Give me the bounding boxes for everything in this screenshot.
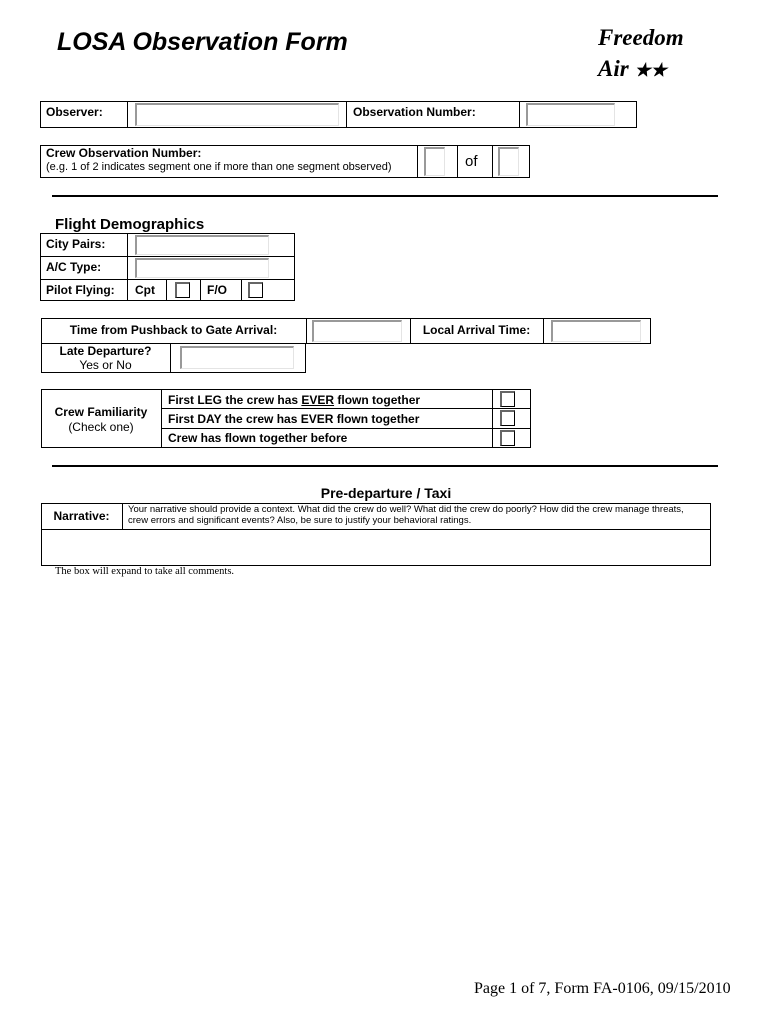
observer-input[interactable] — [135, 103, 339, 126]
crew-observation-input[interactable] — [424, 147, 445, 176]
divider — [127, 101, 128, 128]
option-emphasis: EVER — [301, 393, 335, 407]
late-departure-input[interactable] — [180, 346, 294, 369]
divider — [346, 101, 347, 128]
divider — [41, 529, 711, 530]
narrative-hint: Your narrative should provide a context. What did the crew do well? What did the crew do poorly? How did the crew manage threats, crew errors and significant events? Also, be sure to justify your behavioral ratings. — [128, 504, 684, 526]
first-leg-checkbox[interactable] — [500, 391, 515, 407]
crew-observation-total-input[interactable] — [498, 147, 519, 176]
cpt-label: Cpt — [135, 283, 155, 297]
divider — [241, 279, 242, 301]
divider — [40, 256, 295, 257]
divider — [457, 145, 458, 178]
page-footer: Page 1 of 7, Form FA-0106, 09/15/2010 — [474, 980, 731, 997]
city-pairs-input[interactable] — [135, 235, 269, 255]
ac-type-input[interactable] — [135, 258, 269, 278]
crew-observation-label: Crew Observation Number: — [46, 146, 202, 160]
divider — [166, 279, 167, 301]
divider — [127, 233, 128, 301]
option-text: First LEG the crew has — [168, 393, 302, 407]
of-label: of — [465, 153, 478, 170]
pushback-time-input[interactable] — [312, 320, 402, 342]
flown-before-checkbox[interactable] — [500, 430, 515, 446]
familiarity-option-first-leg — [168, 393, 420, 407]
brand-logo — [598, 56, 667, 82]
divider — [492, 389, 493, 448]
late-departure-label: Late Departure? — [59, 344, 152, 358]
divider — [170, 343, 171, 373]
crew-familiarity-hint: (Check one) — [68, 420, 134, 434]
fo-checkbox[interactable] — [248, 282, 263, 298]
local-arrival-input[interactable] — [551, 320, 641, 342]
divider — [519, 101, 520, 128]
divider — [161, 428, 531, 429]
crew-familiarity-label: Crew Familiarity — [54, 405, 148, 419]
section-divider — [52, 465, 718, 467]
expand-note: The box will expand to take all comments. — [55, 566, 235, 577]
familiarity-option-first-day: First DAY the crew has EVER flown together — [168, 412, 420, 426]
observation-number-input[interactable] — [526, 103, 615, 126]
divider — [40, 279, 295, 280]
local-arrival-label: Local Arrival Time: — [422, 323, 531, 337]
pushback-label: Time from Pushback to Gate Arrival: — [69, 323, 278, 337]
form-title: LOSA Observation Form — [57, 28, 348, 56]
first-day-checkbox[interactable] — [500, 410, 515, 426]
star-icon: ★★ — [634, 60, 667, 80]
brand-line2: Air — [598, 56, 629, 81]
observation-number-label: Observation Number: — [353, 105, 476, 119]
observer-label: Observer: — [46, 105, 103, 119]
divider — [306, 318, 307, 344]
option-text: flown together — [334, 393, 421, 407]
divider — [417, 145, 418, 178]
late-departure-hint: Yes or No — [79, 358, 132, 372]
divider — [161, 389, 162, 448]
familiarity-option-flown-before: Crew has flown together before — [168, 431, 348, 445]
ac-type-label: A/C Type: — [46, 260, 102, 274]
city-pairs-label: City Pairs: — [46, 237, 106, 251]
flight-demographics-heading: Flight Demographics — [55, 216, 205, 233]
divider — [543, 318, 544, 344]
fo-label: F/O — [207, 283, 227, 297]
predeparture-heading: Pre-departure / Taxi — [320, 485, 452, 501]
pilot-flying-label: Pilot Flying: — [46, 283, 115, 297]
divider — [161, 408, 531, 409]
narrative-label: Narrative: — [53, 509, 110, 523]
cpt-checkbox[interactable] — [175, 282, 190, 298]
brand-line1: Freedom — [598, 25, 684, 50]
crew-observation-hint: (e.g. 1 of 2 indicates segment one if more than one segment observed) — [46, 161, 392, 173]
divider — [122, 503, 123, 529]
section-divider — [52, 195, 718, 197]
narrative-input[interactable] — [43, 531, 709, 564]
divider — [200, 279, 201, 301]
divider — [492, 145, 493, 178]
